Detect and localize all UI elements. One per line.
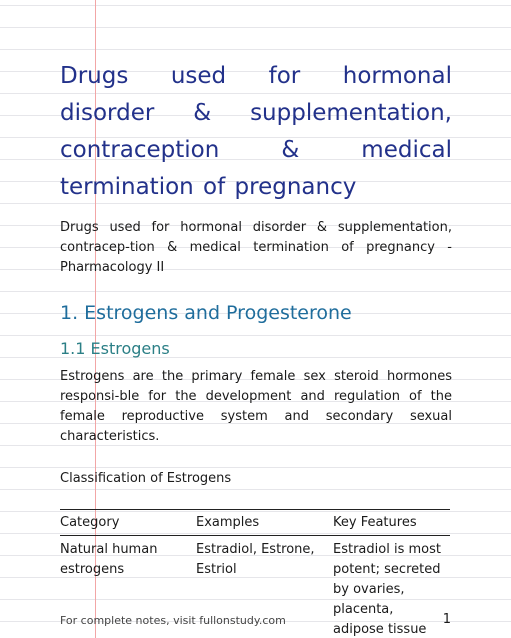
header-key-features: Key Features: [333, 510, 450, 536]
cell-category: Natural human estrogens: [60, 542, 158, 577]
document-title: Drugs used for hormonal disorder & supplementation, contraception & medical termination of pregnancy: [60, 63, 452, 200]
page-number: 1: [442, 612, 451, 627]
footer-note: For complete notes, visit fullonstudy.com: [60, 614, 286, 627]
cell-examples: Estradiol, Estrone, Estriol: [196, 542, 315, 577]
table-header-row: [60, 510, 450, 536]
page-content: [60, 58, 452, 638]
cell-key-features: Estradiol is most potent; secreted by ovaries, placenta, adipose tissue: [333, 542, 441, 637]
estrogens-paragraph: Estrogens are the primary female sex steroid hormones responsi-ble for the development and regulation of the female reproductive system and secondary sexual characteristics.: [60, 369, 452, 444]
header-examples: Examples: [196, 510, 333, 536]
header-category: Category: [60, 510, 196, 536]
section-heading: 1. Estrogens and Progesterone: [60, 302, 352, 324]
document-subtitle: Drugs used for hormonal disorder & supplementation, contracep-tion & medical termination of pregnancy - Pharmacology II: [60, 220, 452, 275]
subsection-heading: 1.1 Estrogens: [60, 339, 170, 358]
table-caption: Classification of Estrogens: [60, 471, 232, 486]
